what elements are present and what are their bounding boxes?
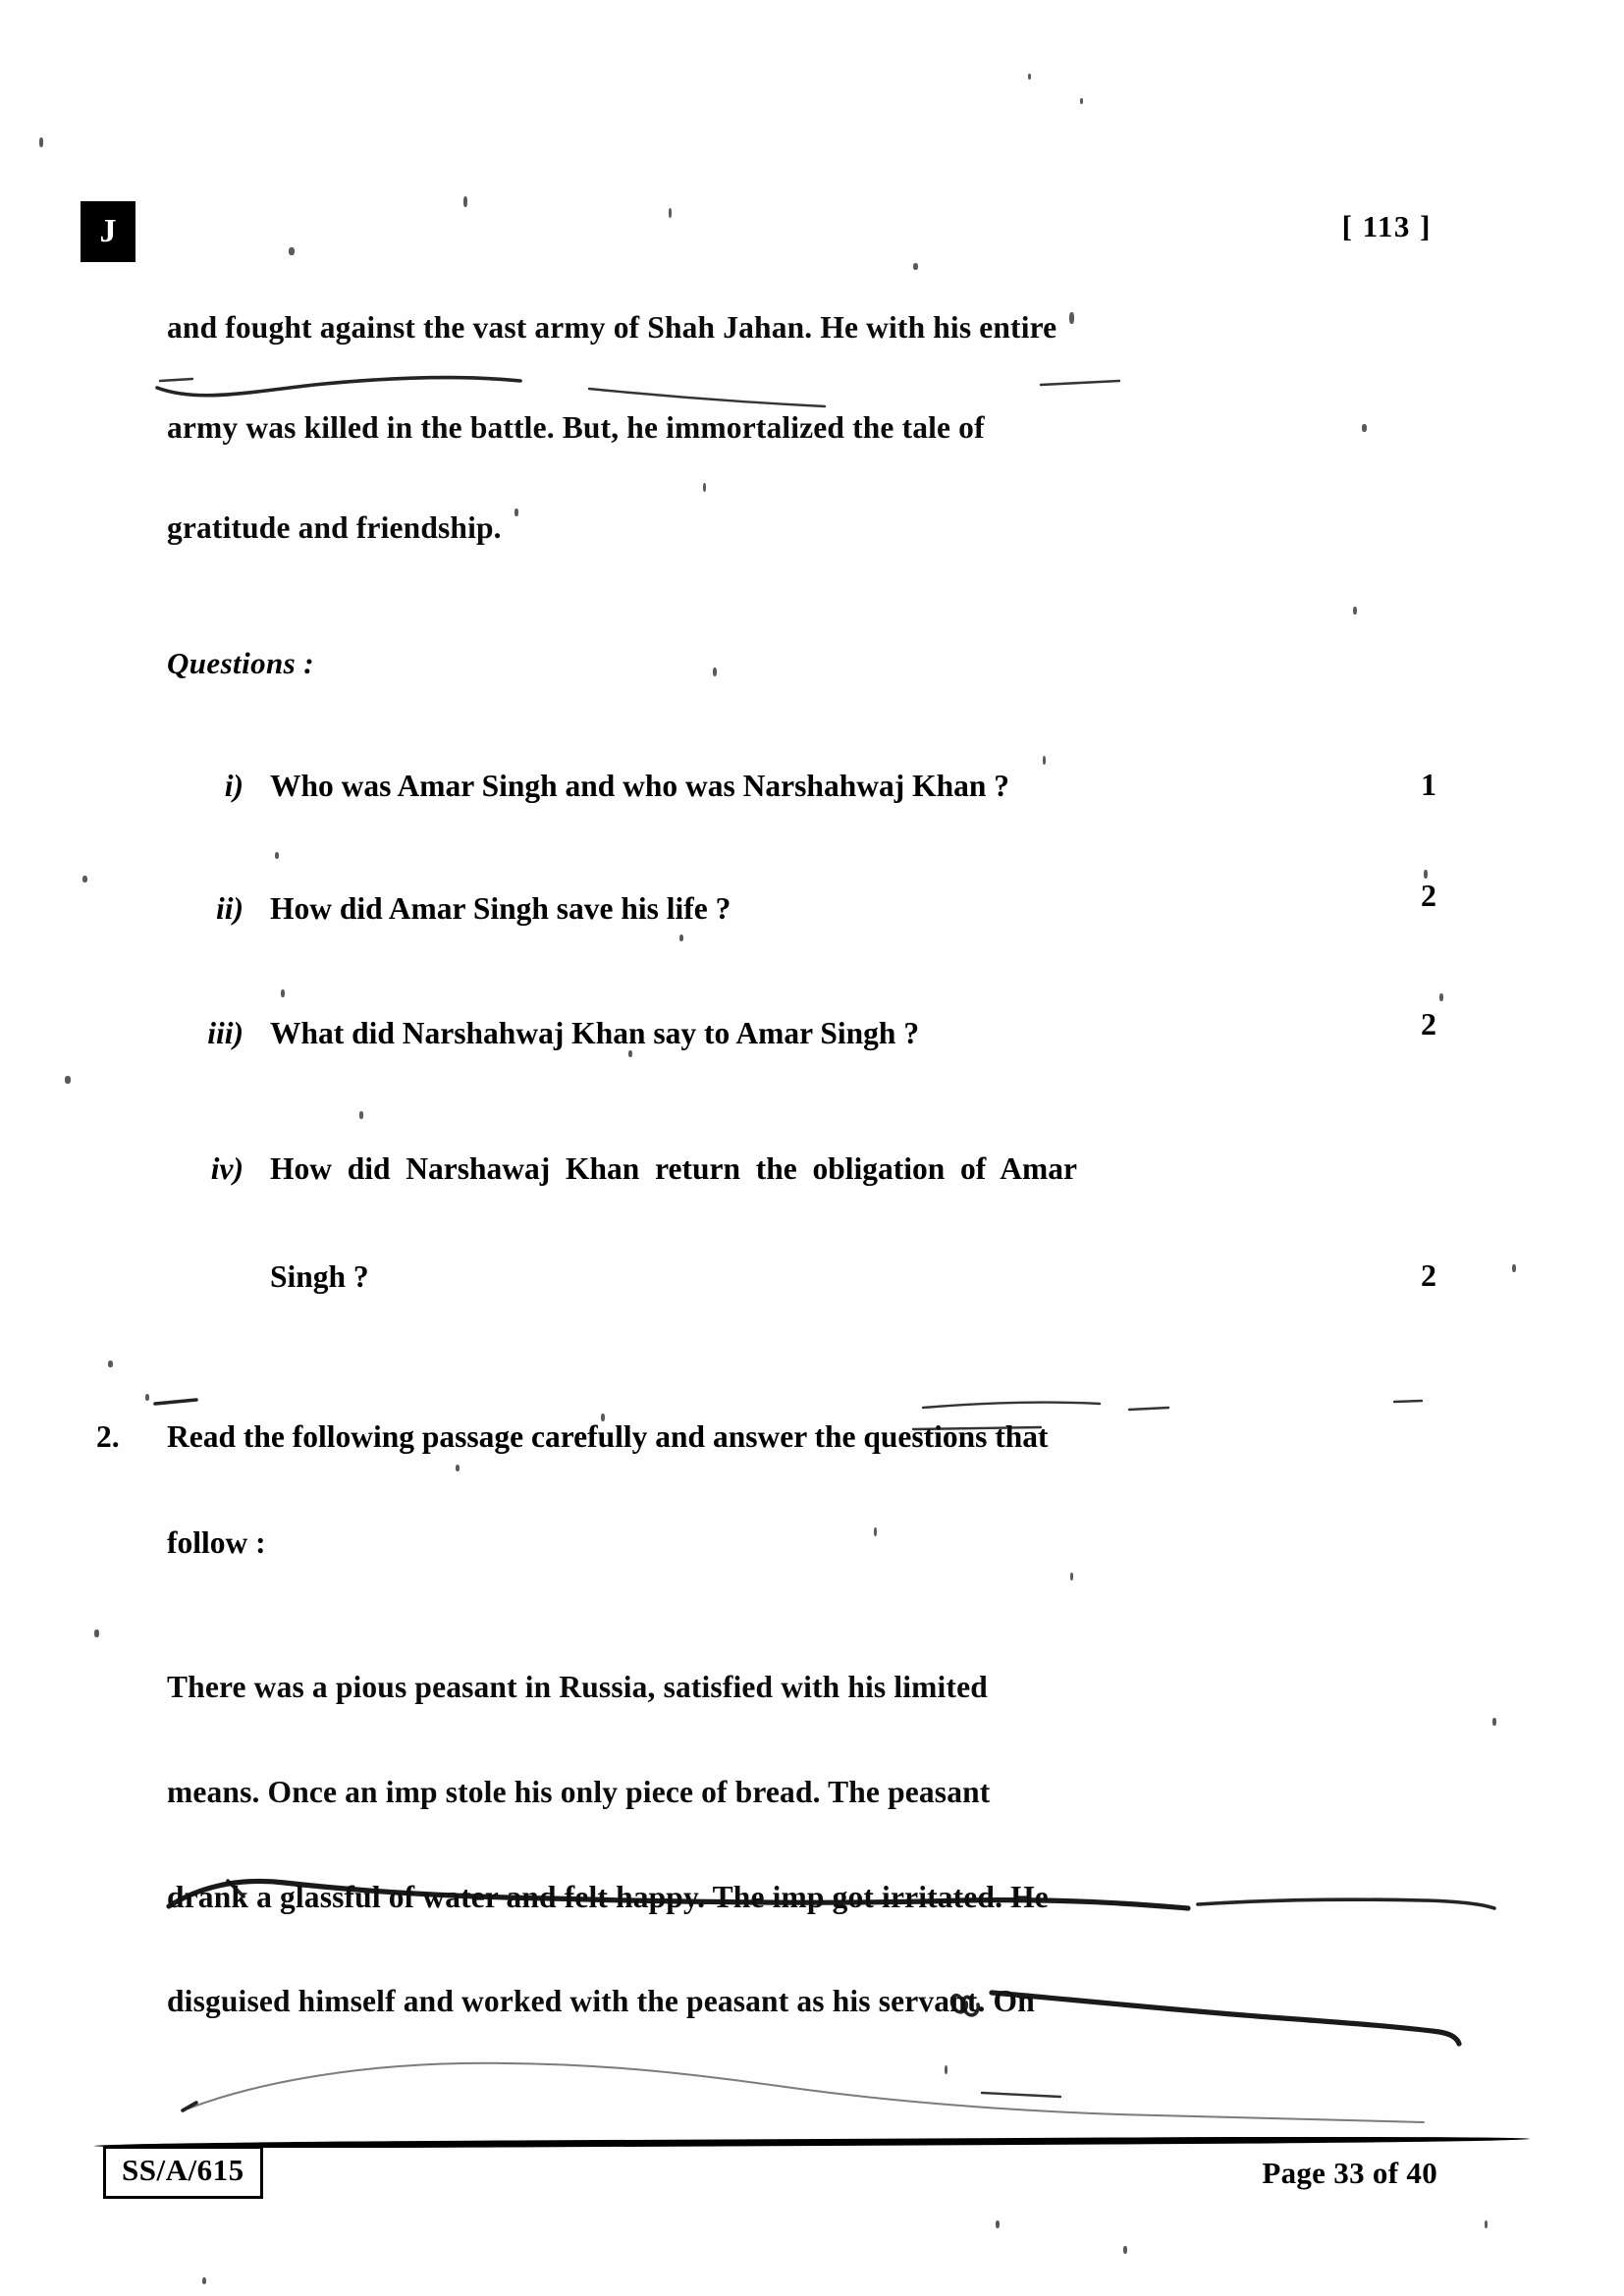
question-item-i [167,767,1436,812]
item-2-line-1-span: Read the following passage carefully and answer the questions that [167,1419,1049,1454]
passage-2-line-4 [167,1986,1429,2017]
ink-dash-1 [160,379,192,381]
item-2-number: 2. [96,1419,120,1454]
item-2-line-2 [167,1525,1429,1569]
passage-1-line-2 [167,412,1429,444]
ink-dash-2 [1041,381,1119,385]
passage-2-line-1 [167,1672,1429,1703]
question-ii-number: ii) [216,891,244,926]
ink-dash-3 [155,1400,196,1404]
page-header [0,201,1624,270]
item-2-line-1 [96,1419,1429,1463]
passage-1-line-1-text: and fought against the vast army of Shah Jahan. He with his entire [167,310,1057,345]
question-iv-number: iv) [210,1151,244,1186]
passage-2-line-3-text: drank a glassful of water and felt happy. The imp got irritated. He [167,1880,1049,1914]
question-ii-marks: 2 [1421,878,1436,913]
passage-2-line-3 [167,1882,1429,1913]
footer-rule [94,2135,1530,2149]
question-item-iv [167,1151,1429,1195]
passage-2-line-1-text: There was a pious peasant in Russia, satisfied with his limited [167,1670,988,1704]
ink-dash-4 [1129,1408,1168,1410]
ink-dash-5 [1394,1401,1422,1402]
question-ii-text: How did Amar Singh save his life ? [270,891,731,926]
question-i-text: Who was Amar Singh and who was Narshahwaj Khan ? [270,769,1009,803]
footer-page-number: Page 33 of 40 [1262,2156,1437,2190]
passage-1-line-3-text: gratitude and friendship. [167,510,502,545]
passage-1-line-2-text: army was killed in the battle. But, he immortalized the tale of [167,410,985,445]
passage-1-line-3 [167,512,1429,544]
ink-underline-3 [923,1403,1100,1408]
ink-underline-8 [982,2093,1060,2097]
page-marker: [ 113 ] [1341,209,1432,243]
question-item-iv-cont [167,1257,1436,1303]
question-item-iii [167,1006,1436,1059]
question-iv-line-1-text: How did Narshawaj Khan return the obligation of Amar [270,1151,1077,1186]
question-iii-marks: 2 [1421,1006,1436,1041]
ink-tick-2 [183,2103,196,2110]
question-item-ii [167,878,1436,934]
ink-arc-1 [189,2063,1424,2122]
question-iii-number: iii) [207,1016,244,1050]
passage-2-line-2-text: means. Once an imp stole his only piece of bread. The peasant [167,1775,991,1809]
passage-1-line-1 [167,312,1429,344]
questions-heading: Questions : [167,646,314,680]
question-i-marks: 1 [1421,767,1436,802]
ink-underline-1 [157,378,520,396]
question-i-number: i) [224,769,244,803]
item-2-line-1-text [167,1419,1429,1455]
question-iv-text-line-2: Singh ? [270,1259,369,1294]
question-iv-text-line-1 [270,1151,1429,1187]
ink-underline-2 [589,389,825,406]
passage-2-line-4-text: disguised himself and worked with the peasant as his servant. On [167,1984,1035,2018]
paper-code-box: SS/A/615 [103,2146,263,2199]
passage-2-line-2 [167,1777,1429,1808]
question-iv-marks: 2 [1421,1257,1436,1293]
item-2-line-2-text: follow : [167,1525,266,1560]
section-badge-j: J [81,201,135,262]
question-iii-text: What did Narshahwaj Khan say to Amar Singh ? [270,1016,920,1050]
